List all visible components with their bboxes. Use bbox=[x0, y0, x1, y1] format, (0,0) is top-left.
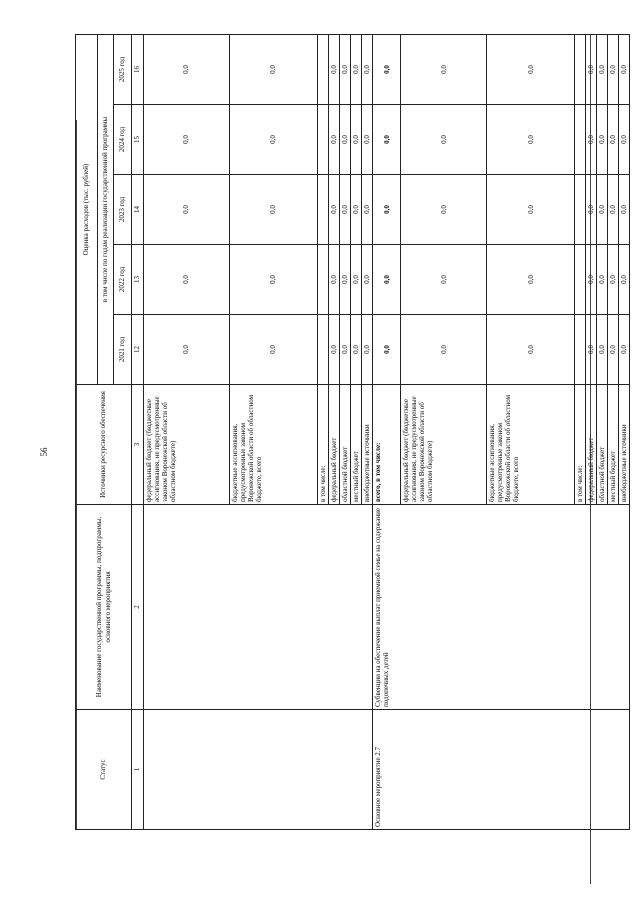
column-number: 14 bbox=[132, 175, 144, 245]
source-cell: в том числе: bbox=[575, 385, 586, 505]
value-cell: 0,0 bbox=[144, 105, 230, 175]
value-cell: 0,0 bbox=[373, 105, 401, 175]
value-cell bbox=[575, 105, 586, 175]
value-cell: 0,0 bbox=[401, 315, 487, 385]
source-cell: в том числе: bbox=[318, 385, 329, 505]
value-cell: 0,0 bbox=[144, 175, 230, 245]
header-year: 2024 год bbox=[114, 105, 132, 175]
value-cell: 0,0 bbox=[373, 245, 401, 315]
source-cell: бюджетные ассигнования, предусмотренные законом Воронежской области об областном бюджете, всего bbox=[487, 385, 575, 505]
value-cell: 0,0 bbox=[373, 175, 401, 245]
source-cell: внебюджетные источники bbox=[362, 385, 373, 505]
value-cell: 0,0 bbox=[340, 105, 351, 175]
value-cell: 0,0 bbox=[230, 175, 318, 245]
value-cell: 0,0 bbox=[608, 175, 619, 245]
value-cell: 0,0 bbox=[351, 245, 362, 315]
value-cell: 0,0 bbox=[340, 315, 351, 385]
value-cell: 0,0 bbox=[608, 105, 619, 175]
value-cell: 0,0 bbox=[362, 245, 373, 315]
value-cell: 0,0 bbox=[144, 245, 230, 315]
column-number: 12 bbox=[132, 315, 144, 385]
source-cell: бюджетные ассигнования, предусмотренные законом Воронежской области об областном бюджете, всего bbox=[230, 385, 318, 505]
column-number: 1 bbox=[132, 710, 144, 830]
page-number: 56 bbox=[39, 447, 49, 457]
value-cell: 0,0 bbox=[351, 34, 362, 104]
header-estimate: Оценка расходов (тыс. рублей) bbox=[76, 34, 98, 384]
header-source: Источники ресурсного обеспечения bbox=[76, 385, 132, 505]
budget-table-wrapper bbox=[75, 35, 629, 830]
source-cell: областной бюджет bbox=[340, 385, 351, 505]
column-number-row bbox=[132, 34, 144, 829]
value-cell: 0,0 bbox=[329, 315, 340, 385]
source-cell: всего, в том числе: bbox=[373, 385, 401, 505]
value-cell: 0,0 bbox=[586, 315, 597, 385]
source-cell: федеральный бюджет (бюджетные ассигнования, не предусмотренные законом Воронежской области об областном бюджете) bbox=[144, 385, 230, 505]
value-cell: 0,0 bbox=[144, 315, 230, 385]
value-cell: 0,0 bbox=[362, 105, 373, 175]
column-number: 13 bbox=[132, 245, 144, 315]
column-number: 2 bbox=[132, 505, 144, 710]
value-cell bbox=[575, 34, 586, 104]
value-cell: 0,0 bbox=[340, 175, 351, 245]
header-year: 2021 год bbox=[114, 315, 132, 385]
name-cell-empty bbox=[144, 505, 373, 710]
value-cell: 0,0 bbox=[608, 315, 619, 385]
rotated-table-stage bbox=[75, 35, 629, 830]
budget-table bbox=[75, 34, 630, 830]
table-row bbox=[144, 34, 230, 829]
value-cell: 0,0 bbox=[401, 175, 487, 245]
status-cell: Основное мероприятие 2.7 bbox=[373, 710, 630, 830]
value-cell: 0,0 bbox=[586, 34, 597, 104]
value-cell: 0,0 bbox=[340, 34, 351, 104]
source-cell: областной бюджет bbox=[597, 385, 608, 505]
value-cell: 0,0 bbox=[608, 34, 619, 104]
source-cell: внебюджетные источники bbox=[619, 385, 630, 505]
value-cell: 0,0 bbox=[373, 34, 401, 104]
value-cell: 0,0 bbox=[487, 175, 575, 245]
value-cell: 0,0 bbox=[362, 175, 373, 245]
header-year: 2023 год bbox=[114, 175, 132, 245]
value-cell: 0,0 bbox=[144, 34, 230, 104]
value-cell: 0,0 bbox=[340, 245, 351, 315]
source-cell: местный бюджет bbox=[351, 385, 362, 505]
value-cell: 0,0 bbox=[487, 245, 575, 315]
value-cell bbox=[318, 105, 329, 175]
value-cell: 0,0 bbox=[619, 34, 630, 104]
value-cell bbox=[318, 34, 329, 104]
value-cell: 0,0 bbox=[401, 105, 487, 175]
value-cell bbox=[575, 315, 586, 385]
value-cell: 0,0 bbox=[586, 175, 597, 245]
value-cell: 0,0 bbox=[230, 315, 318, 385]
value-cell: 0,0 bbox=[373, 315, 401, 385]
value-cell bbox=[318, 245, 329, 315]
source-cell: федеральный бюджет bbox=[586, 385, 597, 505]
value-cell: 0,0 bbox=[401, 34, 487, 104]
table-row bbox=[373, 34, 401, 829]
value-cell: 0,0 bbox=[329, 105, 340, 175]
header-by-years: в том числе по годам реализации государственной программы bbox=[98, 34, 114, 384]
value-cell: 0,0 bbox=[597, 245, 608, 315]
value-cell: 0,0 bbox=[487, 315, 575, 385]
value-cell: 0,0 bbox=[487, 105, 575, 175]
value-cell: 0,0 bbox=[401, 245, 487, 315]
value-cell: 0,0 bbox=[619, 175, 630, 245]
value-cell: 0,0 bbox=[351, 175, 362, 245]
source-cell: местный бюджет bbox=[608, 385, 619, 505]
value-cell bbox=[575, 175, 586, 245]
value-cell: 0,0 bbox=[597, 34, 608, 104]
header-status: Статус bbox=[76, 710, 132, 830]
value-cell: 0,0 bbox=[362, 34, 373, 104]
value-cell: 0,0 bbox=[230, 34, 318, 104]
value-cell bbox=[318, 175, 329, 245]
value-cell bbox=[575, 245, 586, 315]
name-cell: Субвенции на обеспечение выплат приемной семье на содержание подопечных детей bbox=[373, 505, 630, 710]
value-cell: 0,0 bbox=[619, 105, 630, 175]
value-cell: 0,0 bbox=[586, 245, 597, 315]
value-cell: 0,0 bbox=[608, 245, 619, 315]
value-cell: 0,0 bbox=[351, 315, 362, 385]
header-year: 2022 год bbox=[114, 245, 132, 315]
source-cell: федеральный бюджет bbox=[329, 385, 340, 505]
value-cell: 0,0 bbox=[586, 105, 597, 175]
value-cell: 0,0 bbox=[619, 315, 630, 385]
value-cell: 0,0 bbox=[329, 34, 340, 104]
value-cell: 0,0 bbox=[329, 245, 340, 315]
column-number: 3 bbox=[132, 385, 144, 505]
value-cell: 0,0 bbox=[230, 105, 318, 175]
value-cell: 0,0 bbox=[597, 105, 608, 175]
value-cell: 0,0 bbox=[362, 315, 373, 385]
source-cell: федеральный бюджет (бюджетные ассигнования, не предусмотренные законом Воронежской области об областном бюджете) bbox=[401, 385, 487, 505]
value-cell: 0,0 bbox=[597, 315, 608, 385]
value-cell: 0,0 bbox=[619, 245, 630, 315]
value-cell: 0,0 bbox=[487, 34, 575, 104]
column-number: 16 bbox=[132, 34, 144, 104]
value-cell: 0,0 bbox=[597, 175, 608, 245]
value-cell bbox=[318, 315, 329, 385]
value-cell: 0,0 bbox=[329, 175, 340, 245]
header-year: 2025 год bbox=[114, 34, 132, 104]
header-name: Наименование государственной программы, подпрограммы, основного мероприятия bbox=[76, 505, 132, 710]
value-cell: 0,0 bbox=[351, 105, 362, 175]
column-number: 15 bbox=[132, 105, 144, 175]
status-cell-empty bbox=[144, 710, 373, 830]
value-cell: 0,0 bbox=[230, 245, 318, 315]
